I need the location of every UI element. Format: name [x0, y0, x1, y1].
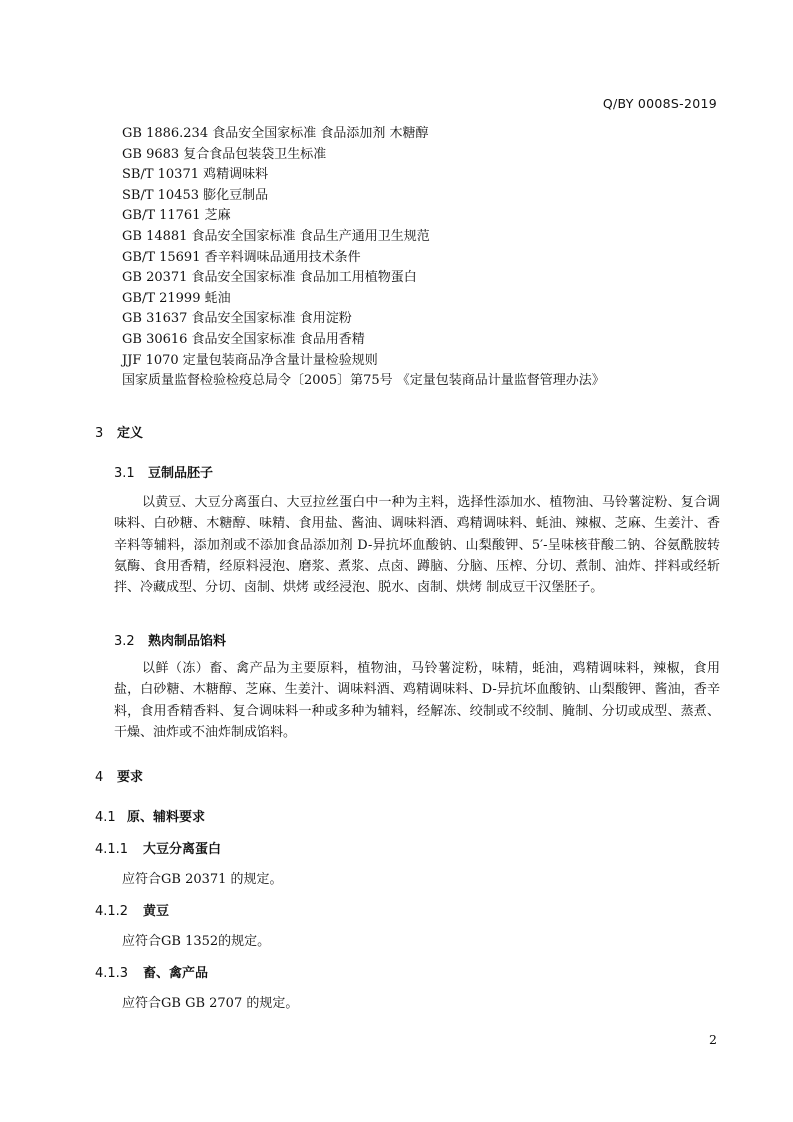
- reference-item: SB/T 10453 膨化豆制品: [122, 187, 269, 203]
- section-title: 大豆分离蛋白: [143, 842, 222, 857]
- reference-item: GB/T 21999 蚝油: [122, 290, 231, 306]
- section-heading-4-1-3: [95, 962, 208, 981]
- reference-item: 国家质量监督检验检疫总局令〔2005〕第75号 《定量包装商品计量监督管理办法》: [122, 373, 605, 389]
- section-heading-3-1: [114, 462, 213, 481]
- reference-item: JJF 1070 定量包装商品净含量计量检验规则: [122, 352, 378, 368]
- reference-item: GB 30616 食品安全国家标准 食品用香精: [122, 331, 365, 347]
- section-title: 畜、禽产品: [143, 966, 209, 981]
- section-heading-4-1: [95, 806, 205, 825]
- section-heading-3: [95, 422, 143, 441]
- section-number: 3.2: [114, 634, 135, 649]
- section-number: 4.1: [95, 810, 116, 825]
- section-number: 4.1.2: [95, 904, 129, 919]
- section-title: 熟肉制品馅料: [148, 634, 227, 649]
- section-heading-3-2: [114, 630, 226, 649]
- requirement-text-4-1-1: 应符合GB 20371 的规定。: [122, 872, 283, 887]
- section-number: 4.1.1: [95, 842, 129, 857]
- section-title: 黄豆: [143, 904, 170, 919]
- requirement-text-4-1-3: 应符合GB GB 2707 的规定。: [122, 996, 299, 1011]
- section-heading-4-1-1: [95, 838, 221, 857]
- reference-item: GB 1886.234 食品安全国家标准 食品添加剂 木糖醇: [122, 126, 429, 141]
- section-heading-4-1-2: [95, 900, 169, 919]
- reference-item: SB/T 10371 鸡精调味料: [122, 167, 269, 183]
- document-code: Q/BY 0008S-2019: [602, 96, 717, 111]
- requirement-text-4-1-2: 应符合GB 1352的规定。: [122, 934, 271, 949]
- section-title: 豆制品胚子: [148, 466, 214, 481]
- definition-paragraph-3-1: 以黄豆、大豆分离蛋白、大豆拉丝蛋白中一种为主料，选择性添加水、植物油、马铃薯淀粉、复合调味料、白砂糖、木糖醇、味精、食用盐、酱油、调味料酒、鸡精调味料、蚝油、辣椒、芝麻、生姜汁、香辛料等辅料，添加剂或不添加食品添加剂 D-异抗坏血酸钠、山梨酸钾、5′-呈味核苷酸二钠、谷氨酰胺转氨酶、食用香精，经原料浸泡、磨浆、煮浆、点卤、蹲脑、分脑、压榨、分切、煮制、油炸、拌料或经斩拌、冷藏成型、分切、卤制、烘烤 或经浸泡、脱水、卤制、烘烤 制成豆干汉堡胚子。: [114, 495, 720, 596]
- section-number: 4.1.3: [95, 966, 129, 981]
- normative-references-list: [122, 124, 742, 392]
- definition-paragraph-3-2: 以鲜（冻）畜、禽产品为主要原料，植物油，马铃薯淀粉，味精，蚝油，鸡精调味料，辣椒，食用盐，白砂糖、木糖醇、芝麻、生姜汁、调味料酒、鸡精调味料、D-异抗坏血酸钠、山梨酸钾、酱油，香辛料，食用香精香料、复合调味料一种或多种为辅料，经解冻、绞制或不绞制、腌制、分切或成型、蒸煮、干燥、油炸或不油炸制成馅料。: [114, 661, 720, 740]
- reference-item: GB/T 15691 香辛料调味品通用技术条件: [122, 249, 361, 265]
- section-title: 原、辅料要求: [127, 810, 206, 825]
- page-number: 2: [709, 1032, 717, 1047]
- section-title: 定义: [117, 426, 144, 441]
- section-number: 4: [95, 770, 104, 785]
- reference-item: GB 20371 食品安全国家标准 食品加工用植物蛋白: [122, 270, 417, 286]
- section-number: 3.1: [114, 466, 135, 481]
- section-heading-4: [95, 766, 143, 785]
- reference-item: GB 14881 食品安全国家标准 食品生产通用卫生规范: [122, 228, 430, 244]
- reference-item: GB 9683 复合食品包装袋卫生标准: [122, 146, 327, 162]
- section-title: 要求: [117, 770, 144, 785]
- reference-item: GB/T 11761 芝麻: [122, 208, 231, 224]
- section-number: 3: [95, 426, 104, 441]
- reference-item: GB 31637 食品安全国家标准 食用淀粉: [122, 311, 352, 327]
